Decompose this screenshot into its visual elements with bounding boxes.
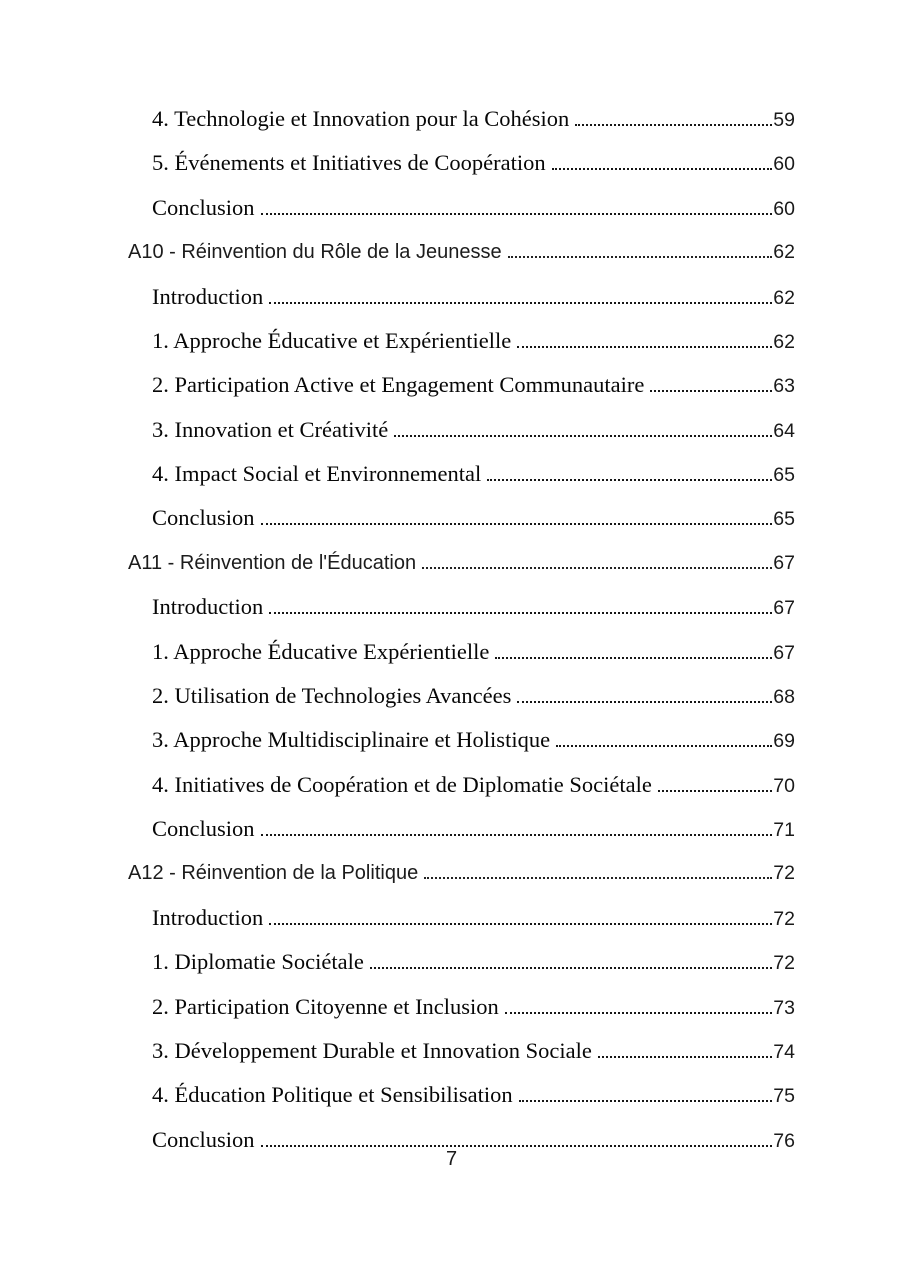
toc-entry[interactable] [128, 940, 795, 984]
toc-entry[interactable] [128, 896, 795, 940]
toc-dot-leader [487, 479, 772, 481]
toc-dot-leader [261, 834, 773, 836]
toc-dot-leader [519, 1100, 773, 1102]
toc-entry-label: 1. Approche Éducative et Expérientielle [152, 327, 512, 353]
toc-entry[interactable] [128, 585, 795, 629]
toc-dot-leader [552, 168, 773, 170]
toc-entry-label: 2. Participation Citoyenne et Inclusion [152, 993, 499, 1019]
toc-entry-page-number: 72 [773, 862, 795, 885]
toc-entry[interactable] [128, 718, 795, 762]
toc-entry[interactable] [128, 452, 795, 496]
toc-entry-label: 2. Utilisation de Technologies Avancées [152, 682, 512, 708]
toc-entry-page-number: 75 [773, 1085, 795, 1108]
toc-entry[interactable] [128, 985, 795, 1029]
toc-entry-page-number: 69 [773, 730, 795, 753]
toc-entry[interactable] [128, 319, 795, 363]
toc-entry-page-number: 63 [773, 375, 795, 398]
toc-entry[interactable] [128, 1029, 795, 1073]
toc-dot-leader [394, 435, 772, 437]
toc-dot-leader [261, 1145, 773, 1147]
toc-entry-page-number: 73 [773, 996, 795, 1019]
toc-entry[interactable] [128, 496, 795, 540]
toc-entry-page-number: 67 [773, 597, 795, 620]
toc-entry-page-number: 67 [773, 551, 795, 574]
toc-dot-leader [517, 701, 772, 703]
toc-entry-page-number: 71 [773, 819, 795, 841]
toc-entry-page-number: 70 [773, 774, 795, 797]
table-of-contents [128, 97, 795, 1162]
toc-entry-label: 4. Impact Social et Environnemental [152, 461, 482, 486]
toc-entry-page-number: 64 [773, 419, 795, 442]
toc-dot-leader [508, 256, 773, 258]
toc-entry[interactable] [128, 141, 795, 185]
toc-entry-page-number: 62 [773, 330, 795, 353]
toc-dot-leader [422, 567, 772, 569]
toc-dot-leader [495, 657, 772, 659]
toc-entry-page-number: 65 [773, 508, 795, 531]
toc-entry-page-number: 68 [773, 685, 795, 708]
toc-entry-label: 4. Éducation Politique et Sensibilisation [152, 1082, 513, 1108]
toc-entry-label: 2. Participation Active et Engagement Communautaire [152, 372, 645, 398]
toc-dot-leader [261, 523, 773, 525]
toc-entry[interactable] [128, 763, 795, 807]
toc-entry[interactable] [128, 275, 795, 319]
toc-entry-section[interactable] [128, 541, 795, 585]
toc-dot-leader [598, 1056, 772, 1058]
toc-entry-page-number: 76 [773, 1129, 795, 1152]
toc-entry-page-number: 60 [773, 197, 795, 220]
toc-entry-section[interactable] [128, 851, 795, 895]
toc-entry[interactable] [128, 630, 795, 674]
toc-dot-leader [269, 302, 772, 304]
toc-entry-page-number: 62 [773, 241, 795, 264]
toc-dot-leader [650, 390, 772, 392]
toc-entry[interactable] [128, 186, 795, 230]
toc-entry-label: 3. Approche Multidisciplinaire et Holistique [152, 727, 551, 753]
toc-entry-label: A12 - Réinvention de la Politique [128, 862, 419, 885]
toc-entry[interactable] [128, 97, 795, 141]
toc-entry-page-number: 60 [773, 153, 795, 176]
toc-entry-label: Conclusion [152, 505, 255, 531]
toc-entry-page-number: 72 [773, 907, 795, 930]
toc-entry-label: 4. Initiatives de Coopération et de Diplomatie Sociétale [152, 771, 652, 797]
toc-entry-label: 1. Approche Éducative Expérientielle [152, 638, 490, 664]
toc-entry-label: Introduction [152, 594, 264, 620]
toc-entry-label: 1. Diplomatie Sociétale [152, 949, 364, 975]
toc-entry-page-number: 62 [773, 286, 795, 309]
toc-entry-page-number: 65 [773, 464, 795, 486]
toc-entry[interactable] [128, 807, 795, 851]
toc-entry-label: A10 - Réinvention du Rôle de la Jeunesse [128, 241, 502, 264]
toc-entry-label: 5. Événements et Initiatives de Coopération [152, 150, 546, 176]
toc-dot-leader [424, 877, 772, 879]
toc-dot-leader [556, 745, 772, 747]
toc-dot-leader [261, 213, 773, 215]
toc-dot-leader [269, 612, 772, 614]
toc-entry-label: A11 - Réinvention de l'Éducation [128, 551, 417, 574]
toc-entry-label: 3. Développement Durable et Innovation Sociale [152, 1037, 592, 1063]
toc-dot-leader [575, 124, 772, 126]
page-number: 7 [445, 1148, 458, 1170]
toc-dot-leader [517, 346, 772, 348]
toc-entry-page-number: 59 [773, 109, 795, 131]
toc-entry-page-number: 72 [773, 952, 795, 975]
toc-entry-label: 3. Innovation et Créativité [152, 416, 389, 442]
toc-entry-label: Conclusion [152, 1126, 255, 1152]
toc-entry[interactable] [128, 1073, 795, 1117]
toc-entry-label: Conclusion [152, 816, 255, 841]
toc-entry[interactable] [128, 674, 795, 718]
toc-dot-leader [505, 1012, 772, 1014]
toc-entry-label: 4. Technologie et Innovation pour la Cohésion [152, 106, 570, 131]
toc-entry-label: Introduction [152, 283, 264, 309]
toc-entry-label: Conclusion [152, 194, 255, 220]
toc-entry-page-number: 67 [773, 641, 795, 664]
toc-entry-label: Introduction [152, 904, 264, 930]
toc-dot-leader [269, 923, 772, 925]
toc-entry[interactable] [128, 408, 795, 452]
toc-dot-leader [658, 790, 772, 792]
toc-dot-leader [370, 967, 772, 969]
toc-entry[interactable] [128, 363, 795, 407]
toc-entry-page-number: 74 [773, 1040, 795, 1063]
toc-entry-section[interactable] [128, 230, 795, 274]
